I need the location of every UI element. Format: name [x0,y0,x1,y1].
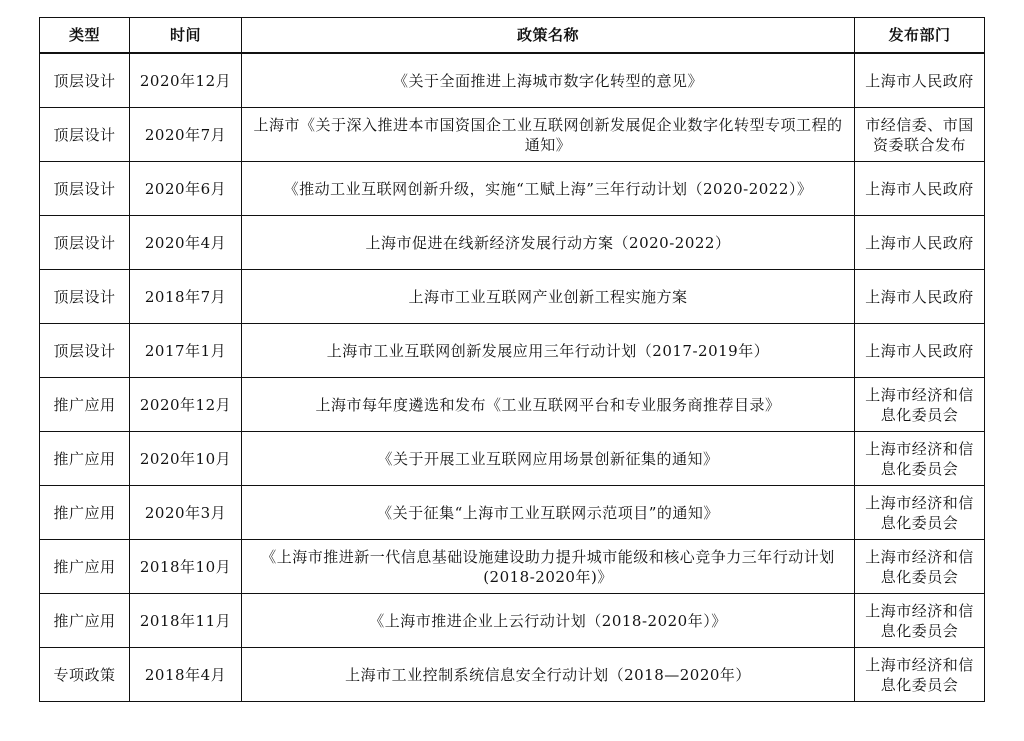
cell-dept: 市经信委、市国资委联合发布 [855,108,985,162]
cell-time: 2017年1月 [130,324,242,378]
cell-dept: 上海市经济和信息化委员会 [855,432,985,486]
policy-table [39,17,985,702]
cell-type: 推广应用 [40,486,130,540]
cell-time: 2018年11月 [130,594,242,648]
table-row [40,594,985,648]
table-row [40,486,985,540]
cell-type: 专项政策 [40,648,130,702]
table-row [40,216,985,270]
table-row [40,270,985,324]
cell-dept: 上海市人民政府 [855,162,985,216]
cell-dept: 上海市人民政府 [855,324,985,378]
cell-dept: 上海市经济和信息化委员会 [855,648,985,702]
cell-policy-name: 《上海市推进新一代信息基础设施建设助力提升城市能级和核心竞争力三年行动计划(2018-2020年)》 [242,540,855,594]
cell-dept: 上海市人民政府 [855,216,985,270]
cell-time: 2020年7月 [130,108,242,162]
cell-type: 顶层设计 [40,53,130,108]
cell-policy-name: 上海市每年度遴选和发布《工业互联网平台和专业服务商推荐目录》 [242,378,855,432]
cell-time: 2018年10月 [130,540,242,594]
cell-time: 2020年6月 [130,162,242,216]
table-row [40,540,985,594]
cell-type: 推广应用 [40,540,130,594]
cell-type: 顶层设计 [40,162,130,216]
cell-time: 2020年4月 [130,216,242,270]
table-row [40,378,985,432]
cell-time: 2020年3月 [130,486,242,540]
cell-dept: 上海市人民政府 [855,270,985,324]
cell-type: 顶层设计 [40,108,130,162]
cell-policy-name: 《关于征集“上海市工业互联网示范项目”的通知》 [242,486,855,540]
cell-policy-name: 《上海市推进企业上云行动计划（2018-2020年）》 [242,594,855,648]
cell-policy-name: 《关于全面推进上海城市数字化转型的意见》 [242,53,855,108]
cell-dept: 上海市经济和信息化委员会 [855,378,985,432]
cell-policy-name: 《关于开展工业互联网应用场景创新征集的通知》 [242,432,855,486]
cell-time: 2020年10月 [130,432,242,486]
table-row [40,432,985,486]
cell-policy-name: 上海市促进在线新经济发展行动方案（2020-2022） [242,216,855,270]
table-row [40,324,985,378]
cell-policy-name: 上海市《关于深入推进本市国资国企工业互联网创新发展促企业数字化转型专项工程的通知》 [242,108,855,162]
cell-policy-name: 《推动工业互联网创新升级，实施“工赋上海”三年行动计划（2020-2022）》 [242,162,855,216]
cell-time: 2018年4月 [130,648,242,702]
cell-policy-name: 上海市工业互联网创新发展应用三年行动计划（2017-2019年） [242,324,855,378]
cell-time: 2020年12月 [130,378,242,432]
cell-dept: 上海市经济和信息化委员会 [855,540,985,594]
table-row [40,648,985,702]
table-body [40,53,985,702]
table-row [40,53,985,108]
cell-type: 顶层设计 [40,270,130,324]
header-time: 时间 [130,18,242,54]
header-dept: 发布部门 [855,18,985,54]
cell-type: 推广应用 [40,594,130,648]
header-row [40,18,985,54]
table-row [40,108,985,162]
cell-type: 顶层设计 [40,324,130,378]
cell-type: 推广应用 [40,378,130,432]
header-policy-name: 政策名称 [242,18,855,54]
cell-time: 2020年12月 [130,53,242,108]
cell-policy-name: 上海市工业互联网产业创新工程实施方案 [242,270,855,324]
cell-policy-name: 上海市工业控制系统信息安全行动计划（2018—2020年） [242,648,855,702]
cell-type: 顶层设计 [40,216,130,270]
header-type: 类型 [40,18,130,54]
cell-dept: 上海市人民政府 [855,53,985,108]
cell-time: 2018年7月 [130,270,242,324]
table-header [40,18,985,54]
cell-type: 推广应用 [40,432,130,486]
cell-dept: 上海市经济和信息化委员会 [855,486,985,540]
cell-dept: 上海市经济和信息化委员会 [855,594,985,648]
table-row [40,162,985,216]
